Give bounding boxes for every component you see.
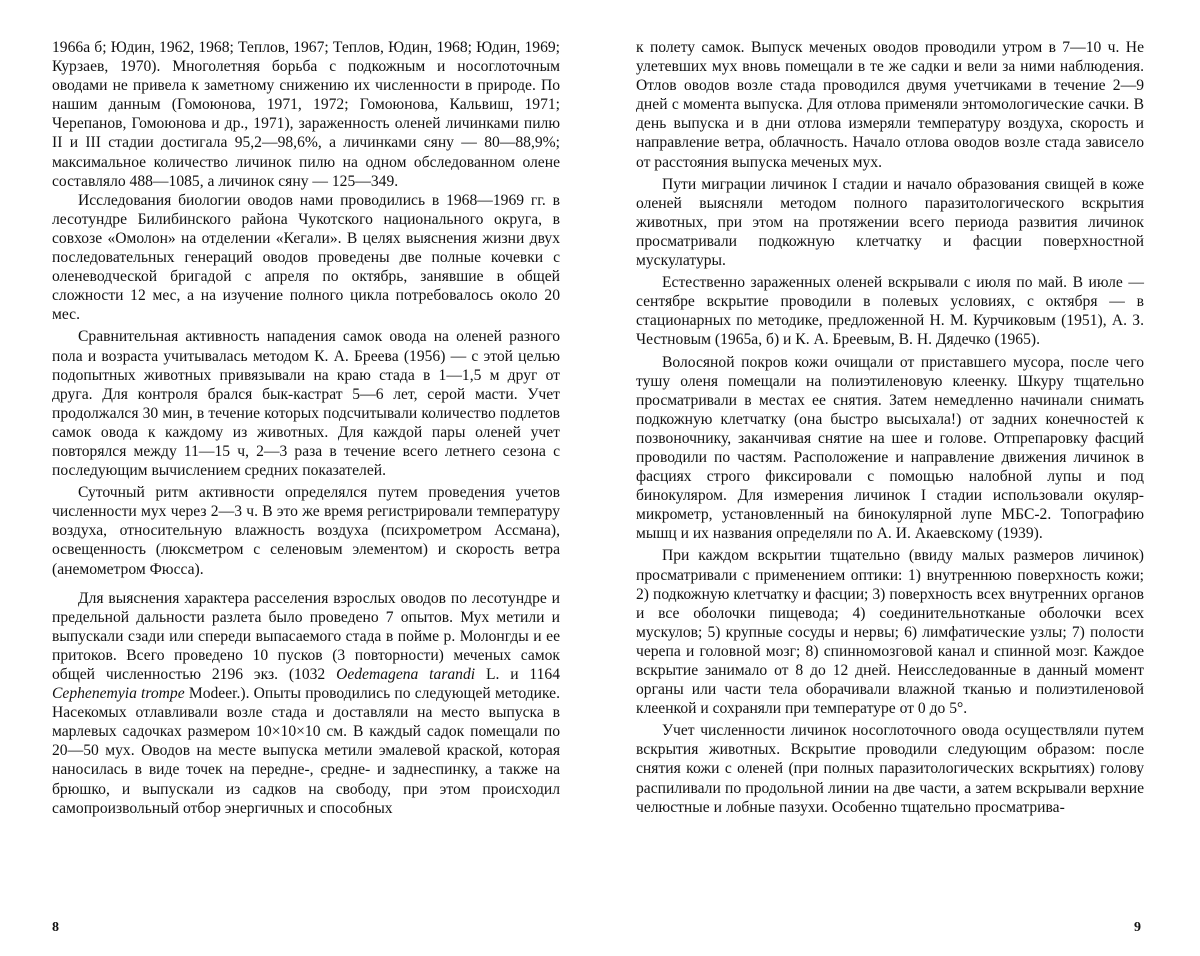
paragraph: Пути миграции личинок I стадии и начало образования свищей в коже оленей выясняли методом полного паразитологического вскрытия животных, при этом на протяжении всего периода развития личинок просматривали подкожную клетчатку и фасции поверхностной мускулатуры.	[636, 175, 1144, 270]
paragraph: Исследования биологии оводов нами проводились в 1968—1969 гг. в лесотундре Билибинского района Чукотского национального округа, в совхозе «Омолон» на отделении «Кегали». В целях выяснения жизни двух последовательных генераций оводов проведены две полные кочевки с оленеводческой бригадой с апреля по октябрь, занявшие в общей сложности 12 мес, а на изучение полного цикла потребовалось около 20 мес.	[52, 191, 560, 324]
paragraph: При каждом вскрытии тщательно (ввиду малых размеров личинок) просматривали с применением оптики: 1) внутреннюю поверхность кожи; 2) подкожную клетчатку и фасции; 3) поверхность всех внутренних органов и все оболочки пищевода; 4) соединительнотканые оболочки всех мускулов; 5) крупные сосуды и нервы; 6) лимфатические узлы; 7) полости черепа и головной мозг; 8) спинномозговой канал и спинной мозг. Каждое вскрытие занимало от 8 до 12 дней. Неисследованные в данный момент органы или части тела оборачивали влажной тканью и полиэтиленовой клеенкой и сохраняли при температуре от 0 до 5°.	[636, 547, 1144, 718]
paragraph	[52, 589, 560, 818]
right-page	[600, 0, 1200, 956]
left-text-column	[52, 38, 560, 818]
paragraph-text: Для выяснения характера расселения взрослых оводов по лесотундре и предельной дальности разлета было проведено 7 опытов. Мух метили и выпускали сзади или спереди выпасаемого стада в пойме р. Молонгды и ее притоков. Всего проведено 10 пусков (3 повторности) меченых самок общей численностью 2196 экз. (1032	[52, 589, 560, 683]
page-number: 9	[1134, 920, 1141, 935]
paragraph-text: L. и 1164	[475, 666, 560, 683]
paragraph: Учет численности личинок носоглоточного овода осуществляли путем вскрытия животных. Вскрытие проводили следующим образом: после снятия кожи с оленей (при полных паразитологических вскрытиях) голову распиливали по продольной линии на две части, а затем вскрывали верхние челюстные и лобные пазухи. Особенно тщательно просматрива-	[636, 722, 1144, 816]
species-name: Oedemagena tarandi	[336, 666, 476, 683]
paragraph: Сравнительная активность нападения самок овода на оленей разного пола и возраста учитывалась методом К. А. Бреева (1956) — с этой целью подопытных животных привязывали на краю стада в 1—1,5 м друг от друга. Для контроля брался бык-кастрат 5—6 лет, серой масти. Учет продолжался 30 мин, в течение которых подсчитывали количество подлетов самок овода к каждому из животных. Для каждой пары оленей учет повторялся между 11—15 ч, 2—3 раза в течение всего летнего сезона с последующим вычислением средних показателей.	[52, 328, 560, 480]
right-text-column	[636, 38, 1144, 817]
page-number: 8	[52, 920, 59, 935]
paragraph: Естественно зараженных оленей вскрывали с июля по май. В июле — сентябре вскрытие проводили в полевых условиях, с октября — в стационарных по методике, предложенной Н. М. Курчиковым (1951), А. З. Честновым (1965а, б) и К. А. Бреевым, В. Н. Дядечко (1965).	[636, 274, 1144, 349]
paragraph: 1966а б; Юдин, 1962, 1968; Теплов, 1967; Теплов, Юдин, 1968; Юдин, 1969; Курзаев, 1970). Многолетняя борьба с подкожным и носоглоточным оводами не привела к заметному снижению их численности в природе. По нашим данным (Гомоюнова, 1971, 1972; Гомоюнова, Кальвиш, 1971; Черепанов, Гомоюнова и др., 1971), зараженность оленей личинками пилю II и III стадии достигала 95,2—98,6%, а личинками сяну — 80—88,9%; максимальное количество личинок пилю на одном обследованном олене составляло 488—1085, а личинок сяну — 125—349.	[52, 39, 560, 190]
paragraph-text: Modeer.). Опыты проводились по следующей методике. Насекомых отлавливали возле стада и доставляли на место выпуска в марлевых садочках размером 10×10×10 см. В каждый садок помещали по 20—50 мух. Оводов на месте выпуска метили эмалевой краской, которая наносилась в виде точек на передне-, средне- и заднеспинку, а также на брюшко, и выпускали из садков на свободу, при этом происходил самопроизвольный отбор энергичных и способных	[52, 685, 560, 817]
paragraph: Суточный ритм активности определялся путем проведения учетов численности мух через 2—3 ч. В это же время регистрировали температуру воздуха, относительную влажность воздуха (психрометром Ассмана), освещенность (люксметром с селеновым элементом) и скорость ветра (анемометром Фюсса).	[52, 484, 560, 578]
species-name: Cephenemyia trompe	[52, 685, 185, 703]
paragraph: Волосяной покров кожи очищали от приставшего мусора, после чего тушу оленя помещали на полиэтиленовую клеенку. Шкуру тщательно просматривали в местах ее снятия. Затем немедленно начинали снимать подкожную клетчатку (она быстро высыхала!) от задних конечностей к позвоночнику, заканчивая снятие на шее и голове. Отпрепаровку фасций проводили по частям. Расположение и направление движения личинок в фасциях строго фиксировали с помощью налобной лупы и под бинокуляром. Для измерения личинок I стадии использовали окуляр-микрометр, установленный на бинокулярной лупе МБС-2. Топографию мышц и их названия определяли по А. И. Акаевскому (1939).	[636, 353, 1144, 543]
paragraph: к полету самок. Выпуск меченых оводов проводили утром в 7—10 ч. Не улетевших мух вновь помещали в те же садки и вели за ними наблюдения. Отлов оводов возле стада проводился двумя учетчиками в течение 2—9 дней с момента выпуска. Для отлова применяли энтомологические сачки. В день выпуска и в дни отлова измеряли температуру воздуха, скорость и направление ветра, облачность. Начало отлова оводов возле стада зависело от расстояния выпуска меченых мух.	[636, 39, 1144, 171]
